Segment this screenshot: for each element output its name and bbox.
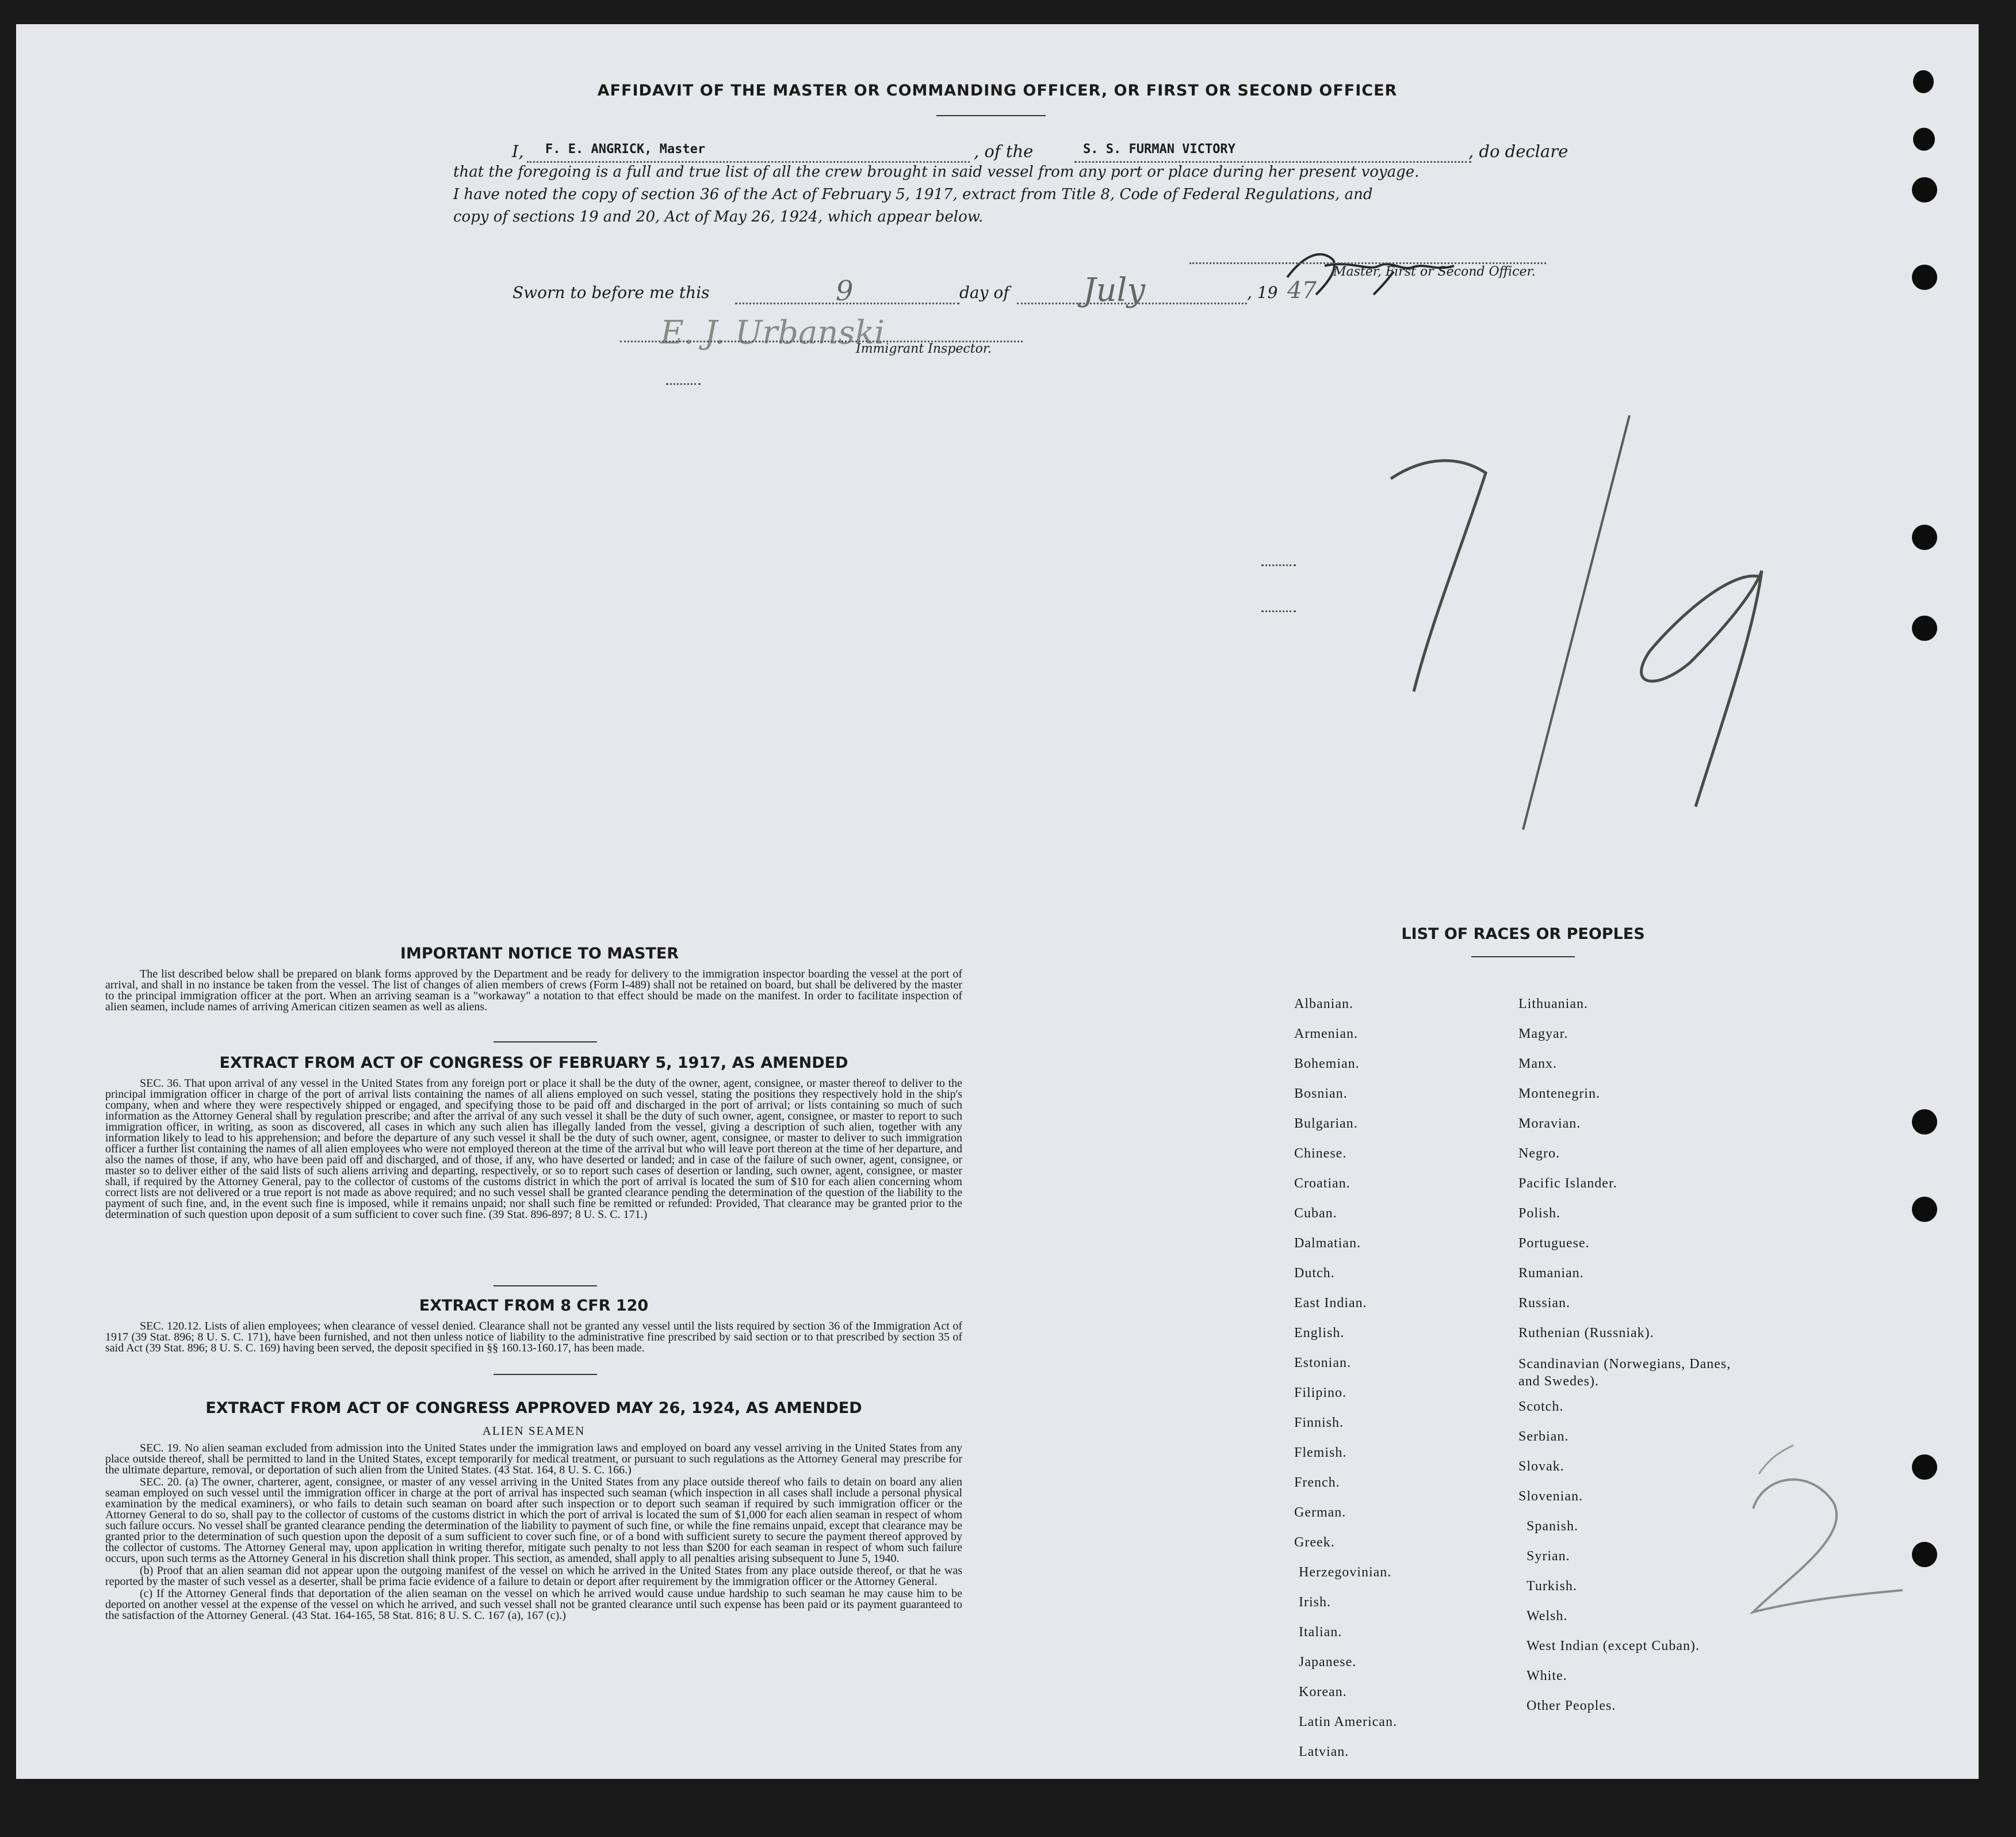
race-item: French. [1294, 1475, 1340, 1490]
inspector-signature: E. J. Urbanski [660, 314, 885, 352]
race-item: Bosnian. [1294, 1086, 1348, 1101]
declaration-line-1: that the foregoing is a full and true list of all the crew brought in said vessel from any port or place during her present voyage. [453, 163, 1420, 181]
race-item: Spanish. [1527, 1519, 1579, 1534]
race-item: Irish. [1299, 1595, 1331, 1610]
race-item: Rumanian. [1518, 1266, 1584, 1281]
punch-hole [1912, 265, 1937, 290]
race-item: Flemish. [1294, 1445, 1347, 1460]
sec19-paragraph: SEC. 19. No alien seaman excluded from admission into the United States under the immigration laws and employed on board any vessel arriving in the United States from any place outside thereof, shall be permitted to land in the United States, except temporarily for medical treatment, or pursuant to such regulations as the Attorney General may prescribe for the ultimate departure, removal, or deportation of such alien from the United States. (43 Stat. 164, 8 U. S. C. 166.) [105, 1442, 962, 1476]
race-item: Slovak. [1518, 1459, 1564, 1474]
declaration-line-2: I have noted the copy of section 36 of the Act of February 5, 1917, extract from Title 8, Code of Federal Regulations, and [453, 186, 1373, 203]
race-item: Welsh. [1527, 1609, 1568, 1624]
punch-hole [1912, 616, 1937, 641]
race-item: Moravian. [1518, 1116, 1581, 1131]
year-value: 47 [1287, 277, 1317, 304]
race-item: Montenegrin. [1518, 1086, 1600, 1101]
race-item: Filipino. [1294, 1385, 1347, 1400]
sec20a-paragraph: SEC. 20. (a) The owner, charterer, agent, consignee, or master of any vessel arriving in the United States from any place outside thereof who fails to detain on board any alien seaman employed on such vessel until the immigration officer in charge at the port of arrival has inspected such seaman (which inspection in all cases shall include a personal physical examination by the medical examiners), or who fails to detain such seaman on board after such inspection or to deport such seaman if required by such immigration officer or the Attorney General to do so, shall pay to the collector of customs of the customs district in which the port of arrival is located the sum of $1,000 for each alien seaman in respect of whom such failure occurs. No vessel shall be granted clearance pending the determination of the liability to payment of such fine, or while the fine remains unpaid, except that clearance may be granted prior to the determination of such question upon the deposit of a sum sufficient to cover such fine, or of a bond with sufficient surety to secure the payment thereof approved by the collector of customs. The Attorney General may, upon application in writing therefor, mitigate such penalty to not less than $200 for each seaman in respect of whom such failure occurs, upon such terms as the Attorney General in his discretion shall think proper. This section, as amended, shall apply to all penalties arising subsequent to June 5, 1940. [105, 1476, 962, 1565]
notice-title: IMPORTANT NOTICE TO MASTER [400, 945, 679, 963]
punch-hole [1913, 128, 1935, 151]
race-item: Herzegovinian. [1299, 1565, 1392, 1580]
race-item: Japanese. [1299, 1655, 1357, 1670]
stray-dots [666, 381, 701, 385]
notice-text [105, 969, 962, 1014]
race-item: Russian. [1518, 1296, 1571, 1311]
day-value: 9 [836, 275, 854, 307]
race-item: Pacific Islander. [1518, 1176, 1617, 1191]
vessel-name-line [1074, 161, 1471, 163]
inspector-caption: Immigrant Inspector. [856, 342, 992, 356]
race-item: Manx. [1518, 1056, 1557, 1071]
race-item: West Indian (except Cuban). [1527, 1639, 1700, 1653]
race-item: Turkish. [1527, 1579, 1577, 1594]
extract-1924-text [105, 1443, 962, 1622]
month-value: July [1083, 272, 1146, 309]
document-page [16, 24, 1979, 1779]
extract-1924-subtitle: ALIEN SEAMEN [482, 1424, 586, 1438]
extract-cfr-paragraph: SEC. 120.12. Lists of alien employees; when clearance of vessel denied. Clearance shall not be granted any vessel until the lists required by section 36 of the Immigration Act of 1917 (39 Stat. 896; 8 U. S. C. 171), have been furnished, and not then unless notice of liability to the administrative fine prescribed by said section or to that prescribed by section 35 of said Act (39 Stat. 896; 8 U. S. C. 169) having been served, the deposit specified in §§ 160.13-160.17, has been made. [105, 1320, 962, 1354]
race-item: Lithuanian. [1518, 996, 1588, 1011]
master-name-field: F. E. ANGRICK, Master [545, 142, 706, 156]
year-prefix: , 19 [1247, 283, 1278, 302]
extract-cfr-title: EXTRACT FROM 8 CFR 120 [419, 1297, 649, 1315]
race-item: German. [1294, 1505, 1346, 1520]
declaration-line-3: copy of sections 19 and 20, Act of May 26, 1924, which appear below. [453, 208, 984, 226]
race-item: White. [1527, 1668, 1567, 1683]
race-item: Scandinavian (Norwegians, Danes, and Swedes). [1518, 1357, 1731, 1389]
race-item: Croatian. [1294, 1176, 1351, 1191]
race-item: Latin American. [1299, 1714, 1397, 1729]
race-item: Slovenian. [1518, 1489, 1583, 1504]
punch-hole [1912, 525, 1937, 550]
handwritten-mark-2 [1684, 1439, 1926, 1624]
race-item: Dutch. [1294, 1266, 1335, 1281]
race-item: Bohemian. [1294, 1056, 1360, 1071]
races-title: LIST OF RACES OR PEOPLES [1401, 925, 1645, 943]
extract-1924-title: EXTRACT FROM ACT OF CONGRESS APPROVED MAY 26, 1924, AS AMENDED [205, 1399, 862, 1417]
race-item: Scotch. [1518, 1399, 1564, 1414]
punch-hole [1912, 1197, 1937, 1222]
race-item: English. [1294, 1326, 1345, 1340]
race-item: Estonian. [1294, 1355, 1351, 1370]
punch-hole [1912, 1109, 1937, 1135]
sec20b-paragraph: (b) Proof that an alien seaman did not appear upon the outgoing manifest of the vessel on which he arrived in the United States from any place outside thereof, or that he was reported by the master of such vessel as a deserter, shall be prima facie evidence of a failure to detain or deport after requirement by the immigration officer or the Attorney General. [105, 1564, 962, 1588]
race-item: Latvian. [1299, 1744, 1349, 1759]
sec20c-paragraph: (c) If the Attorney General finds that deportation of the alien seaman on the vessel on which he arrived would cause undue hardship to such seaman he may cause him to be deported on another vessel at the expense of the vessel on which he arrived, and such vessel shall not be granted clearance until such expense has been paid or its payment guaranteed to the satisfaction of the Attorney General. (43 Stat. 164-165, 58 Stat. 816; 8 U. S. C. 167 (a), 167 (c).) [105, 1587, 962, 1622]
extract-1917-divider [494, 1285, 597, 1286]
extract-cfr-text [105, 1321, 962, 1355]
stray-dots-3 [1261, 608, 1296, 612]
intro-i: I, [512, 142, 524, 161]
affidavit-title: AFFIDAVIT OF THE MASTER OR COMMANDING OFFICER, OR FIRST OR SECOND OFFICER [597, 82, 1398, 100]
extract-1917-title: EXTRACT FROM ACT OF CONGRESS OF FEBRUARY 5, 1917, AS AMENDED [219, 1054, 848, 1072]
race-item: Ruthenian (Russniak). [1518, 1326, 1654, 1340]
master-name-line [527, 161, 970, 163]
race-item: Other Peoples. [1527, 1698, 1616, 1713]
punch-hole [1912, 177, 1937, 203]
race-item: Syrian. [1527, 1549, 1570, 1564]
handwritten-date-7-9 [1356, 392, 1816, 853]
race-item: Cuban. [1294, 1206, 1337, 1221]
race-item: Dalmatian. [1294, 1236, 1361, 1251]
race-item: Serbian. [1518, 1429, 1569, 1444]
race-item: Magyar. [1518, 1026, 1569, 1041]
punch-hole [1912, 1454, 1937, 1480]
master-caption: Master, First or Second Officer. [1333, 265, 1536, 279]
vessel-name-field: S. S. FURMAN VICTORY [1083, 142, 1235, 156]
notice-divider [494, 1041, 597, 1042]
race-item: Chinese. [1294, 1146, 1347, 1161]
race-item: East Indian. [1294, 1296, 1367, 1311]
races-divider [1471, 956, 1575, 957]
extract-1917-text [105, 1078, 962, 1221]
day-of-text: day of [959, 283, 1009, 302]
race-item: Korean. [1299, 1685, 1347, 1699]
master-signature-line [1189, 262, 1546, 264]
race-item: Bulgarian. [1294, 1116, 1358, 1131]
race-item: Greek. [1294, 1535, 1335, 1550]
of-the-text: , of the [974, 142, 1034, 161]
race-item: Polish. [1518, 1206, 1561, 1221]
race-item: Finnish. [1294, 1415, 1344, 1430]
sworn-text: Sworn to before me this [512, 283, 710, 302]
punch-hole [1912, 1542, 1937, 1567]
notice-paragraph: The list described below shall be prepared on blank forms approved by the Department and be ready for delivery to the immigration inspector boarding the vessel at the port of arrival, and shall in no instance be taken from the vessel. The list of changes of alien members of crews (Form I-489) shall not be retained on board, but shall be delivered by the master to the principal immigration officer at the port. When an arriving seaman is a "workaway" a notation to that effect should be made on the manifest. In order to facilitate inspection of alien seamen, include names of arriving American citizen seamen as well as aliens. [105, 968, 962, 1013]
punch-hole [1913, 70, 1934, 93]
race-item: Portuguese. [1518, 1236, 1590, 1251]
title-rule [936, 115, 1046, 116]
extract-1917-paragraph: SEC. 36. That upon arrival of any vessel in the United States from any foreign port or place it shall be the duty of the owner, agent, consignee, or master thereof to deliver to the principal immigration officer in charge of the port of arrival lists containing the names of all aliens employed on such vessel, stating the positions they respectively hold in the ship's company, when and where they were respectively shipped or engaged, and specifying those to be paid off and discharged in the port of arrival; or lists containing so much of such information as the Attorney General shall by regulation prescribe; and after the arrival of any such vessel it shall be the duty of such owner, agent, consignee, or master to report to such immigration officer, in writing, as soon as discovered, all cases in which any such alien has illegally landed from the vessel, giving a description of such alien, together with any information likely to lead to his apprehension; and before the departure of any such vessel it shall be the duty of such owner, agent, consignee, or master to deliver to such immigration officer a further list containing the names of all alien employees who were not employed thereon at the time of the arrival but who will leave port thereon at the time of her departure, and also the names of those, if any, who have been paid off and discharged, and of those, if any, who have deserted or landed; and in case of the failure of such owner, agent, consignee, or master so to deliver either of the said lists of such aliens arriving and departing, respectively, or so to report such cases of desertion or landing, such owner, agent, consignee, or master shall, if required by the Attorney General, pay to the collector of customs of the customs district in which the port of arrival is located the sum of $10 for each alien concerning whom correct lists are not delivered or a true report is not made as above required; and no such vessel shall be granted clearance pending the determination of the question of the liability to the payment of such fine, and, in the event such fine is imposed, while it remains unpaid; nor shall such fine be remitted or refunded: Provided, That clearance may be granted prior to the determination of such question upon deposit of a sum sufficient to cover such fine. (39 Stat. 896-897; 8 U. S. C. 171.) [105, 1077, 962, 1221]
race-item: Armenian. [1294, 1026, 1358, 1041]
race-item: Albanian. [1294, 996, 1353, 1011]
race-item: Italian. [1299, 1625, 1342, 1640]
race-item: Negro. [1518, 1146, 1560, 1161]
do-declare-text: , do declare [1468, 142, 1569, 161]
extract-cfr-divider [494, 1374, 597, 1375]
stray-dots-2 [1261, 562, 1296, 566]
